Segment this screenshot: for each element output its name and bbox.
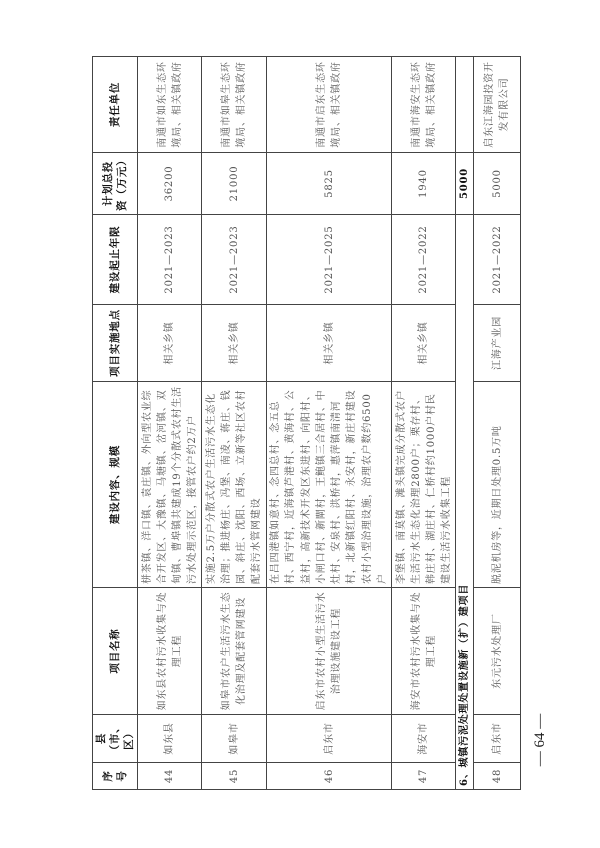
cell-years: 2021—2025	[267, 215, 392, 305]
cell-investment: 1940	[392, 153, 456, 215]
cell-years: 2021—2022	[392, 215, 456, 305]
cell-owner: 南通市如东生态环境局、相关镇政府	[138, 57, 202, 153]
page-number: — 64 —	[532, 713, 548, 767]
cell-investment: 5825	[267, 153, 392, 215]
cell-no: 46	[267, 763, 392, 790]
cell-no: 44	[138, 763, 202, 790]
header-county: 县（市、区）	[93, 715, 138, 763]
cell-content: 栟茶镇、洋口镇、袁庄镇、外向型农业综合开发区、大豫镇、马塘镇、岔河镇、双甸镇、曹埠镇共建成19个分散式农村生活污水处理示范区，接管农户约2万户	[138, 382, 202, 588]
table-row	[392, 57, 456, 790]
cell-owner: 南通市如皋生态环境局、相关镇政府	[202, 57, 267, 153]
section-row	[456, 57, 474, 790]
cell-investment: 21000	[202, 153, 267, 215]
cell-owner: 南通市海安生态环境局、相关镇政府	[392, 57, 456, 153]
cell-name: 如皋市农户生活污水生态化治理及配套管网建设	[202, 588, 267, 715]
cell-no: 47	[392, 763, 456, 790]
header-years: 建设起止年限	[93, 215, 138, 305]
header-content: 建设内容、规模	[93, 382, 138, 588]
cell-name: 如东县农村污水收集与处理工程	[138, 588, 202, 715]
cell-county: 启东市	[474, 715, 521, 763]
cell-years: 2021—2023	[138, 215, 202, 305]
cell-location: 江海产业园	[474, 305, 521, 382]
cell-name: 海安市农村污水收集与处理工程	[392, 588, 456, 715]
cell-county: 如东县	[138, 715, 202, 763]
table-row	[267, 57, 392, 790]
cell-county: 启东市	[267, 715, 392, 763]
cell-location: 相关乡镇	[202, 305, 267, 382]
table-header-row	[93, 57, 138, 790]
cell-content: 实施2.5万户分散式农户生活污水生态化治理；推进杨庄、冯堡、南凌、蒋庄、钱园、斜庄、沈阳、西场、立新等社区农村配套污水管网建设	[202, 382, 267, 588]
project-table	[92, 56, 521, 790]
cell-investment: 36200	[138, 153, 202, 215]
cell-location: 相关乡镇	[138, 305, 202, 382]
cell-county: 如皋市	[202, 715, 267, 763]
cell-content: 在吕四港镇如意村、念四总村、念五总村、西宁村，近海镇芦港村、黄海村、公益村，高新技术开发区东进村、向阳村、小闸口村、新閘村，王鲍镇三合居村、中灶村、安泉村、洪桥村，惠萍镇南清河村，北新镇红阳村、永安村，新庄村建设农村小型治理设施，治理农户数约6500户	[267, 382, 392, 588]
header-no: 序号	[93, 763, 138, 790]
table-row	[138, 57, 202, 790]
cell-owner: 启东江海园投资开发有限公司	[474, 57, 521, 153]
cell-county: 海安市	[392, 715, 456, 763]
cell-no: 45	[202, 763, 267, 790]
header-investment: 计划总投资（万元）	[93, 153, 138, 215]
cell-owner: 南通市启东生态环境局、相关镇政府	[267, 57, 392, 153]
section-subtotal: 5000	[456, 153, 474, 215]
header-name: 项目名称	[93, 588, 138, 715]
table-row	[474, 57, 521, 790]
cell-name: 东元污水处理厂	[474, 588, 521, 715]
table-row	[202, 57, 267, 790]
cell-content: 李堡镇、南莫镇、滩头镇完成分散式农户生活污水生态化治理2800户；栗存村、韩庄村、湖庄村、仁桥村约1000户村民建设生活污水收集工程	[392, 382, 456, 588]
cell-years: 2021—2023	[202, 215, 267, 305]
cell-content: 脱泥机房等，近期日处理0.5万吨	[474, 382, 521, 588]
section-empty-cell	[456, 57, 474, 153]
section-title: 6、城镇污泥处理处置设施新（扩）建项目	[456, 215, 474, 790]
cell-years: 2021—2022	[474, 215, 521, 305]
header-location: 项目实施地点	[93, 305, 138, 382]
rotated-table-wrapper	[92, 57, 511, 790]
cell-location: 相关乡镇	[392, 305, 456, 382]
cell-no: 48	[474, 763, 521, 790]
cell-location: 相关乡镇	[267, 305, 392, 382]
cell-investment: 5000	[474, 153, 521, 215]
cell-name: 启东市农村小型生活污水治理设施建设工程	[267, 588, 392, 715]
header-owner: 责任单位	[93, 57, 138, 153]
